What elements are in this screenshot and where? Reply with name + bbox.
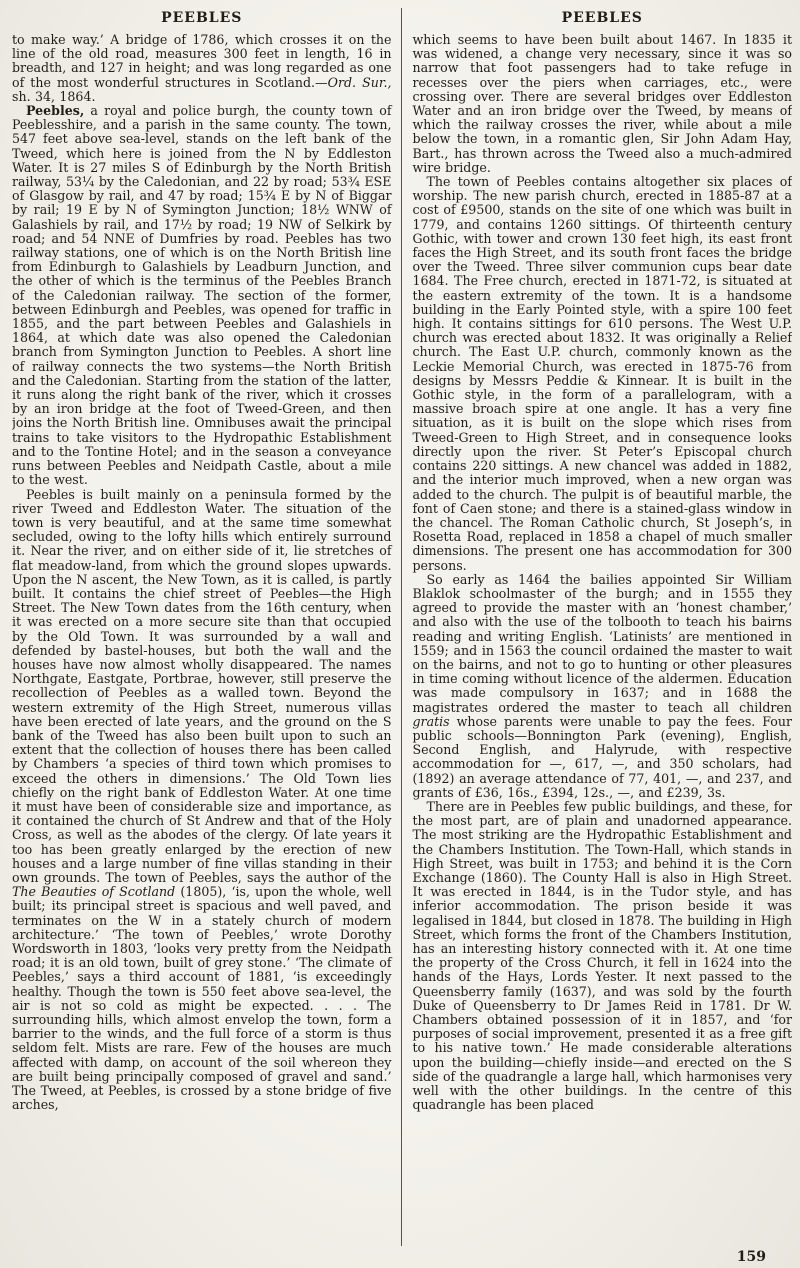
text-segment: sh. 34, 1864.: [12, 88, 96, 104]
paragraph: [413, 573, 793, 800]
text-segment-italic: Ord. Sur.,: [327, 74, 392, 90]
paragraph: [12, 488, 392, 1113]
two-column-layout: [12, 8, 792, 1246]
column-body-right: [413, 33, 793, 1112]
text-column-right: [402, 8, 793, 1246]
paragraph: [12, 104, 392, 487]
paragraph: [413, 175, 793, 573]
text-segment: The town of Peebles contains altogether six places of worship. The new parish church, erected in 1885-87 at a cost of £9500, stands on the site of one which was built in 1779, and contains 1260 sittings. Of thirteenth century Gothic, with tower and crown 130 feet high, its east front faces the High Street, and its south front faces the bridge over the Tweed. Three silver communion cups bear date 1684. The Free church, erected in 1871-72, is situated at the eastern extremity of the town. It is a handsome building in the Early Pointed style, with a spire 100 feet high. It contains sittings for 610 persons. The West U.P. church was erected about 1832. It was originally a Relief church. The East U.P. church, commonly known as the Leckie Memorial Church, was erected in 1875-76 from designs by Messrs Peddie & Kinnear. It is built in the Gothic style, in the form of a parallelogram, with a massive broach spire at one angle. It has a very fine situation, as it is built on the slope which rises from Tweed-Green to High Street, and in consequence looks directly upon the river. St Peter’s Episcopal church contains 220 sittings. A new chancel was added in 1882, and the interior much improved, when a new organ was added to the church. The pulpit is of beautiful marble, the font of Caen stone; and there is a stained-glass window in the chancel. The Roman Catholic church, St Joseph’s, in Rosetta Road, replaced in 1858 a chapel of much smaller dimensions. The present one has accommodation for 300 persons.: [412, 174, 792, 573]
text-segment: whose parents were unable to pay the fees. Four public schools—Bonnington Park (evening), English, Second English, and Halyrude, with respective accommodation for —, 617, —, and 350 scholars, had (1892) an average attendance of 77, 401, —, and 237, and grants of £36, 16s., £394, 12s., —, and £239, 3s.: [412, 713, 792, 800]
paragraph: [413, 800, 793, 1112]
text-segment: So early as 1464 the bailies appointed Sir William Blaklok schoolmaster of the burgh; and in 1555 they agreed to provide the master with an ‘honest chamber,’ and also with the use of the tolbooth to teach his bairns reading and writing English. ‘Latinists’ are mentioned in 1559; and in 1563 the council ordained the master to wait on the bairns, and not to go to hunting or other pleasures in time coming without licence of the aldermen. Education was made compulsory in 1637; and in 1688 the magistrates ordered the master to teach all children: [412, 571, 792, 715]
text-segment-italic: The Beauties of Scotland: [12, 884, 176, 900]
page-number: 159: [736, 1249, 766, 1265]
column-header-right: PEEBLES: [561, 10, 643, 26]
paragraph: [12, 33, 392, 104]
column-body-left: [12, 33, 392, 1112]
paragraph: [413, 33, 793, 175]
text-segment-italic: gratis: [412, 713, 450, 729]
text-column-left: [12, 8, 402, 1246]
text-segment: Peebles is built mainly on a peninsula formed by the river Tweed and Eddleston Water. The situation of the town is very beautiful, and at the same time somewhat secluded, owing to the lofty hills which entirely surround it. Near the river, and on either side of it, lie stretches of flat meadow-land, from which the ground slopes upwards. Upon the N ascent, the New Town, as it is called, is partly built. It contains the chief street of Peebles—the High Street. The New Town dates from the 16th century, when it was erected on a more secure site than that occupied by the Old Town. It was surrounded by a wall and defended by bastel-houses, but both the wall and the houses have now almost wholly disappeared. The names Northgate, Eastgate, Portbrae, however, still preserve the recollection of Peebles as a walled town. Beyond the western extremity of the High Street, numerous villas have been erected of late years, and the ground on the S bank of the Tweed has also been built upon to such an extent that the collection of houses there has been called by Chambers ‘a species of third town which promises to exceed the others in dimensions.’ The Old Town lies chiefly on the right bank of Eddleston Water. At one time it must have been of considerable size and importance, as it contained the church of St Andrew and that of the Holy Cross, as well as the abodes of the clergy. Of late years it too has been greatly enlarged by the erection of new houses and a large number of fine villas standing in their own grounds. The town of Peebles, says the author of the: [12, 486, 392, 885]
text-segment: a royal and police burgh, the county town of Peeblesshire, and a parish in the same county. The town, 547 feet above sea-level, stands on the left bank of the Tweed, which here is joined from the N by Eddleston Water. It is 27 miles S of Edinburgh by the North British railway, 53¼ by the Caledonian, and 22 by road; 53¾ ESE of Glasgow by rail, and 47 by road; 15¾ E by N of Biggar by rail; 19 E by N of Symington Junction; 18½ WNW of Galashiels by rail, and 17½ by road; 19 NW of Selkirk by road; and 54 NNE of Dumfries by road. Peebles has two railway stations, one of which is on the North British line from Edinburgh to Galashiels by Leadburn Junction, and the other of which is the terminus of the Peebles Branch of the Caledonian railway. The section of the former, between Edinburgh and Peebles, was opened for traffic in 1855, and the part between Peebles and Galashiels in 1864, at which date was also opened the Caledonian branch from Symington Junction to Peebles. A short line of railway connects the two systems—the North British and the Caledonian. Starting from the station of the latter, it runs along the right bank of the river, which it crosses by an iron bridge at the foot of Tweed-Green, and then joins the North British line. Omnibuses await the principal trains to take visitors to the Hydropathic Establishment and to the Tontine Hotel; and in the season a conveyance runs between Peebles and Neidpath Castle, about a mile to the west.: [12, 103, 392, 488]
text-segment: which seems to have been built about 1467. In 1835 it was widened, a change very necessary, since it was so narrow that foot passengers had to take refuge in recesses over the piers when carriages, etc., were crossing over. There are several bridges over Eddleston Water and an iron bridge over the Tweed, by means of which the railway crosses the river, while about a mile below the town, in a romantic glen, Sir John Adam Hay, Bart., has thrown across the Tweed also a much-admired wire bridge.: [412, 32, 792, 175]
text-segment: There are in Peebles few public buildings, and these, for the most part, are of plain and unadorned appearance. The most striking are the Hydropathic Establishment and the Chambers Institution. The Town-Hall, which stands in High Street, was built in 1753; and behind it is the Corn Exchange (1860). The County Hall is also in High Street. It was erected in 1844, is in the Tudor style, and has inferior accommodation. The prison beside it was legalised in 1844, but closed in 1878. The building in High Street, which forms the front of the Chambers Institution, has an interesting history connected with it. At one time the property of the Cross Church, it fell in 1624 into the hands of the Hays, Lords Yester. It next passed to the Queensberry family (1637), and was sold by the fourth Duke of Queensberry to Dr James Reid in 1781. Dr W. Chambers obtained possession of it in 1857, and ‘for purposes of social improvement, presented it as a free gift to his native town.’ He made considerable alterations upon the building—chiefly inside—and erected on the S side of the quadrangle a large hall, which harmonises very well with the other buildings. In the centre of this quadrangle has been placed: [412, 798, 792, 1113]
text-segment: (1805), ‘is, upon the whole, well built; its principal street is spacious and well paved, and terminates on the W in a stately church of modern architecture.’ ‘The town of Peebles,’ wrote Dorothy Wordsworth in 1803, ‘looks very pretty from the Neidpath road; it is an old town, built of grey stone.’ ‘The climate of Peebles,’ says a third account of 1881, ‘is exceedingly healthy. Though the town is 550 feet above sea-level, the air is not so cold as might be expected. . . . The surrounding hills, which almost envelop the town, form a barrier to the winds, and the full force of a storm is thus seldom felt. Mists are rare. Few of the houses are much affected with damp, on account of the soil whereon they are built being principally composed of gravel and sand.’ The Tweed, at Peebles, is crossed by a stone bridge of five arches,: [12, 884, 392, 1113]
text-segment-bold: Peebles,: [26, 103, 85, 119]
text-segment: to make way.’ A bridge of 1786, which crosses it on the line of the old road, measures 300 feet in length, 16 in breadth, and 127 in height; and was long regarded as one of the most wonderful structures in Scotland.—: [12, 32, 392, 90]
column-header-left: PEEBLES: [161, 10, 243, 26]
